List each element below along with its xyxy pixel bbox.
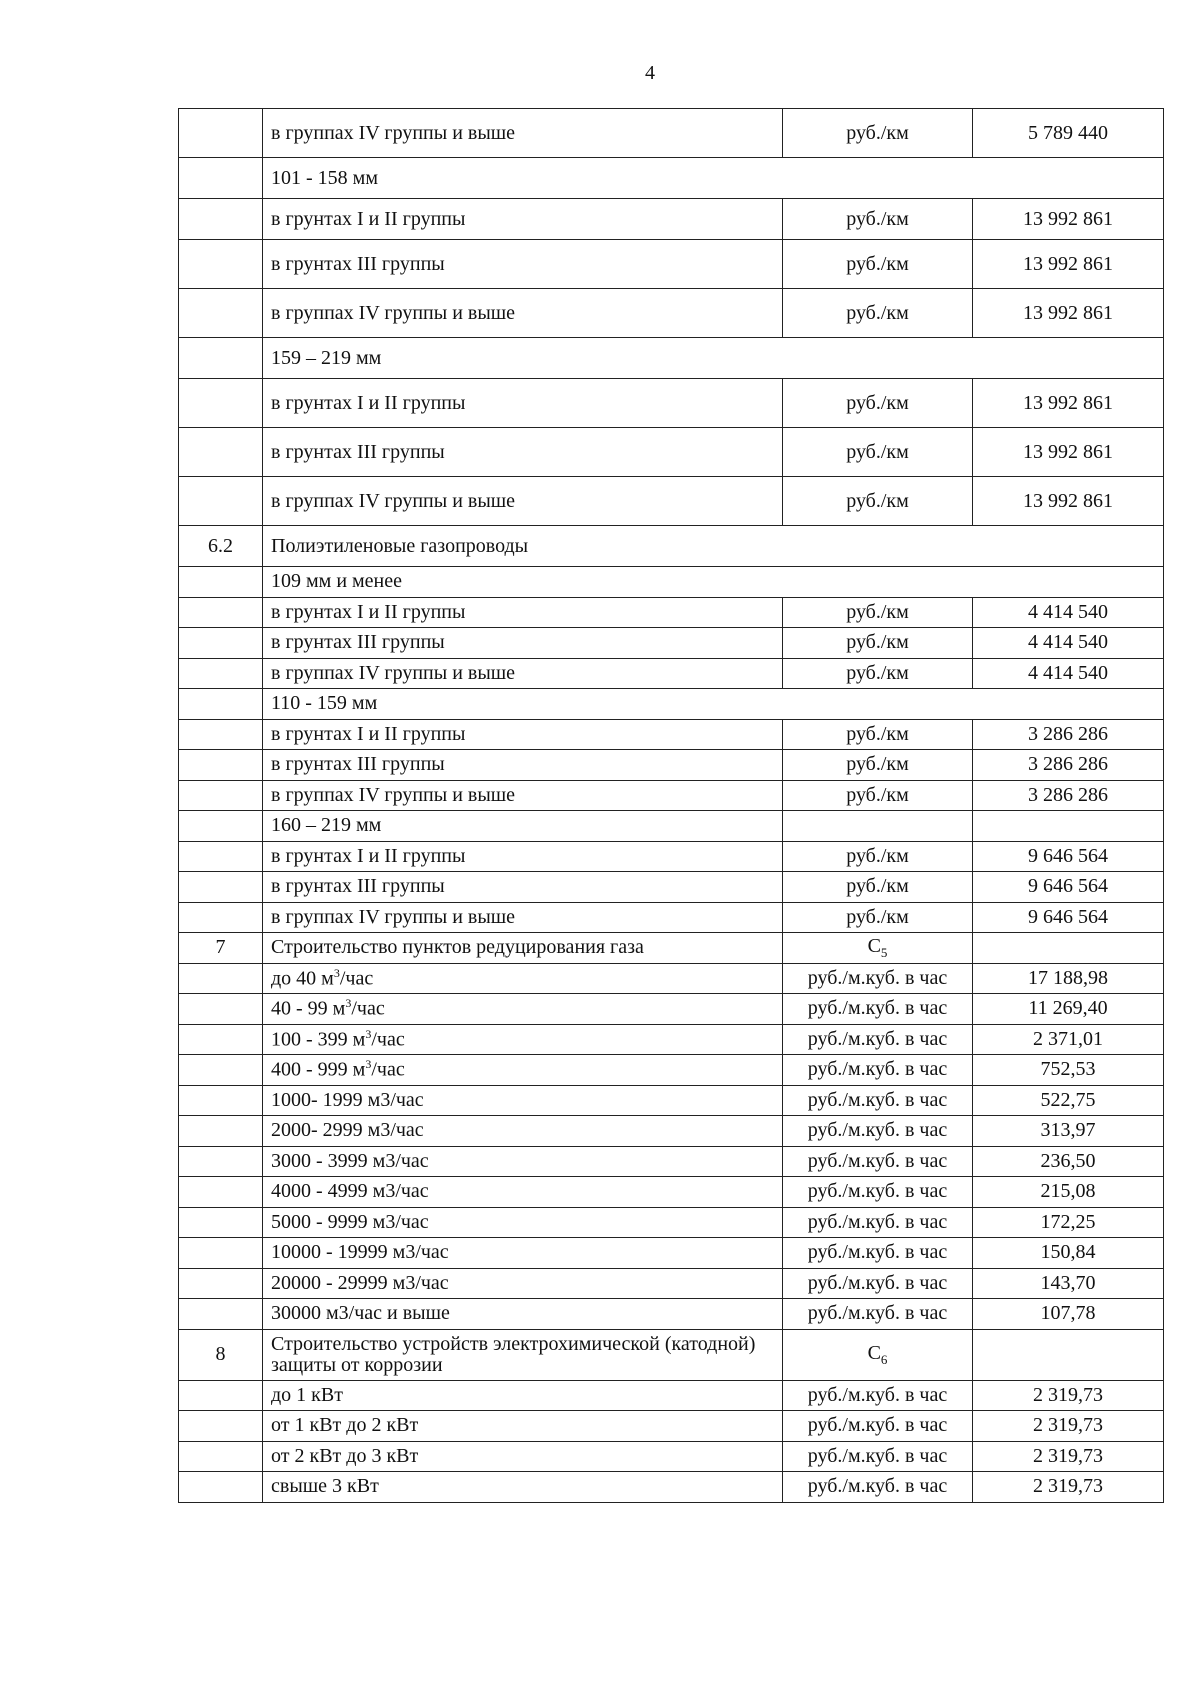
unit-cell: руб./м.куб. в час [783, 994, 973, 1025]
item-number-cell [179, 963, 263, 994]
item-label-tail: /час [351, 998, 385, 1021]
item-label-cell: в грунтах I и II группы [263, 379, 783, 428]
value-cell: 522,75 [973, 1085, 1164, 1116]
table-row [179, 1116, 1164, 1147]
item-number-cell [179, 1146, 263, 1177]
table-row [179, 994, 1164, 1025]
value-cell: 13 992 861 [973, 428, 1164, 477]
table-row [179, 1146, 1164, 1177]
item-label: 40 - 99 м [271, 998, 346, 1021]
table-row [179, 811, 1164, 842]
item-number-cell [179, 338, 263, 379]
item-label-cell [263, 963, 783, 994]
item-label-cell: от 2 кВт до 3 кВт [263, 1441, 783, 1472]
value-cell: 150,84 [973, 1238, 1164, 1269]
item-number-cell: 8 [179, 1329, 263, 1380]
item-label-cell: 3000 - 3999 м3/час [263, 1146, 783, 1177]
value-cell: 313,97 [973, 1116, 1164, 1147]
item-number-cell [179, 1177, 263, 1208]
item-number-cell [179, 477, 263, 526]
item-number-cell [179, 780, 263, 811]
value-cell: 172,25 [973, 1207, 1164, 1238]
unit-cell: руб./м.куб. в час [783, 1299, 973, 1330]
table-row [179, 750, 1164, 781]
item-number-cell [179, 1472, 263, 1503]
item-label-cell: 20000 - 29999 м3/час [263, 1268, 783, 1299]
value-cell: 4 414 540 [973, 597, 1164, 628]
unit-cell: руб./км [783, 109, 973, 158]
unit-cell: руб./км [783, 841, 973, 872]
unit-cell: руб./км [783, 628, 973, 659]
table-row [179, 658, 1164, 689]
item-number-cell [179, 1268, 263, 1299]
table-row [179, 780, 1164, 811]
table-row [179, 199, 1164, 240]
table-row [179, 338, 1164, 379]
item-label-cell: в группах IV группы и выше [263, 477, 783, 526]
item-label: 400 - 999 м [271, 1059, 366, 1082]
item-label-cell: в грунтах III группы [263, 750, 783, 781]
item-label-cell: 5000 - 9999 м3/час [263, 1207, 783, 1238]
item-label-tail: /час [371, 1028, 405, 1051]
table-row [179, 841, 1164, 872]
item-label-cell: в группах IV группы и выше [263, 289, 783, 338]
item-number-cell [179, 379, 263, 428]
item-number-cell [179, 240, 263, 289]
item-label-tail: /час [339, 967, 374, 990]
item-number-cell [179, 289, 263, 338]
unit-cell: руб./м.куб. в час [783, 1268, 973, 1299]
item-label-cell: 1000- 1999 м3/час [263, 1085, 783, 1116]
item-number-cell: 7 [179, 933, 263, 964]
table-row [179, 158, 1164, 199]
unit-cell: руб./км [783, 780, 973, 811]
superscript: 3 [365, 1026, 372, 1041]
value-cell: 13 992 861 [973, 199, 1164, 240]
value-cell: 13 992 861 [973, 289, 1164, 338]
item-label-cell: в грунтах III группы [263, 872, 783, 903]
item-label-cell: в грунтах III группы [263, 240, 783, 289]
unit-cell [783, 933, 973, 964]
table-row [179, 1268, 1164, 1299]
unit-cell: руб./м.куб. в час [783, 1472, 973, 1503]
unit-cell: руб./км [783, 658, 973, 689]
table-row [179, 597, 1164, 628]
item-number-cell [179, 750, 263, 781]
item-number-cell [179, 1299, 263, 1330]
superscript: 3 [333, 965, 340, 980]
item-number-cell [179, 199, 263, 240]
value-cell: 3 286 286 [973, 780, 1164, 811]
item-number-cell [179, 158, 263, 199]
value-cell: 143,70 [973, 1268, 1164, 1299]
table-row [179, 963, 1164, 994]
table-row [179, 872, 1164, 903]
unit-cell: руб./км [783, 477, 973, 526]
item-number-cell [179, 902, 263, 933]
unit-cell: руб./км [783, 719, 973, 750]
value-cell: 9 646 564 [973, 872, 1164, 903]
value-cell: 9 646 564 [973, 902, 1164, 933]
unit-cell: руб./м.куб. в час [783, 1441, 973, 1472]
item-number-cell [179, 1024, 263, 1055]
superscript: 3 [345, 996, 352, 1011]
item-number-cell [179, 841, 263, 872]
value-cell: 3 286 286 [973, 750, 1164, 781]
value-cell: 13 992 861 [973, 240, 1164, 289]
item-label: до 40 м [271, 967, 334, 990]
table-row [179, 109, 1164, 158]
unit-cell: руб./м.куб. в час [783, 963, 973, 994]
table-row [179, 902, 1164, 933]
coefficient-symbol: C [867, 934, 881, 957]
item-label-cell: Полиэтиленовые газопроводы [263, 526, 1164, 567]
value-cell [973, 933, 1164, 964]
table-row [179, 1441, 1164, 1472]
value-cell: 4 414 540 [973, 658, 1164, 689]
unit-cell: руб./м.куб. в час [783, 1146, 973, 1177]
table-row [179, 1299, 1164, 1330]
item-label-cell: 109 мм и менее [263, 567, 1164, 598]
item-label-cell: 2000- 2999 м3/час [263, 1116, 783, 1147]
item-label-cell: Строительство пунктов редуцирования газа [263, 933, 783, 964]
value-cell: 2 319,73 [973, 1441, 1164, 1472]
item-label-cell: 110 - 159 мм [263, 689, 1164, 720]
value-cell [973, 811, 1164, 842]
unit-cell: руб./км [783, 872, 973, 903]
table-row [179, 1411, 1164, 1442]
unit-cell: руб./м.куб. в час [783, 1380, 973, 1411]
table-row [179, 1329, 1164, 1380]
item-label-cell: до 1 кВт [263, 1380, 783, 1411]
item-label-cell: в грунтах III группы [263, 428, 783, 477]
value-cell: 4 414 540 [973, 628, 1164, 659]
item-number-cell [179, 1411, 263, 1442]
table-row [179, 1177, 1164, 1208]
item-number-cell [179, 1238, 263, 1269]
item-label-cell: в грунтах I и II группы [263, 841, 783, 872]
table-row [179, 477, 1164, 526]
tariff-table [178, 108, 1164, 1503]
item-label-cell [263, 1024, 783, 1055]
unit-cell: руб./м.куб. в час [783, 1085, 973, 1116]
value-cell: 215,08 [973, 1177, 1164, 1208]
value-cell: 9 646 564 [973, 841, 1164, 872]
unit-cell: руб./м.куб. в час [783, 1238, 973, 1269]
table-row [179, 1055, 1164, 1086]
unit-cell: руб./км [783, 750, 973, 781]
superscript: 3 [365, 1057, 372, 1072]
item-number-cell [179, 872, 263, 903]
unit-cell: руб./км [783, 240, 973, 289]
item-label-cell: от 1 кВт до 2 кВт [263, 1411, 783, 1442]
value-cell: 5 789 440 [973, 109, 1164, 158]
unit-cell: руб./м.куб. в час [783, 1411, 973, 1442]
unit-cell: руб./км [783, 199, 973, 240]
item-number-cell [179, 811, 263, 842]
table-row [179, 1380, 1164, 1411]
item-label-cell [263, 994, 783, 1025]
table-row [179, 240, 1164, 289]
item-label-cell: в группах IV группы и выше [263, 658, 783, 689]
item-number-cell [179, 1055, 263, 1086]
table-row [179, 428, 1164, 477]
unit-cell: руб./м.куб. в час [783, 1177, 973, 1208]
unit-cell: руб./км [783, 428, 973, 477]
item-number-cell [179, 994, 263, 1025]
item-label-cell: в группах IV группы и выше [263, 780, 783, 811]
item-label-cell: 4000 - 4999 м3/час [263, 1177, 783, 1208]
value-cell: 17 188,98 [973, 963, 1164, 994]
value-cell: 11 269,40 [973, 994, 1164, 1025]
item-label-cell: в грунтах I и II группы [263, 199, 783, 240]
table-row [179, 628, 1164, 659]
unit-cell: руб./км [783, 379, 973, 428]
item-number-cell [179, 567, 263, 598]
value-cell: 107,78 [973, 1299, 1164, 1330]
table-row [179, 1024, 1164, 1055]
item-label-cell: 160 – 219 мм [263, 811, 783, 842]
item-number-cell [179, 1116, 263, 1147]
page-number: 4 [645, 62, 655, 84]
table-row [179, 1207, 1164, 1238]
item-label: 100 - 399 м [271, 1028, 366, 1051]
item-label-cell: в грунтах I и II группы [263, 719, 783, 750]
item-label-cell: в грунтах I и II группы [263, 597, 783, 628]
table-row [179, 719, 1164, 750]
item-number-cell [179, 1441, 263, 1472]
item-label-cell: в группах IV группы и выше [263, 109, 783, 158]
table-row [179, 526, 1164, 567]
unit-cell: руб./км [783, 289, 973, 338]
unit-cell: руб./м.куб. в час [783, 1055, 973, 1086]
table-row [179, 289, 1164, 338]
coefficient-symbol: C [867, 1341, 881, 1364]
unit-cell: руб./км [783, 597, 973, 628]
item-number-cell [179, 628, 263, 659]
unit-cell: руб./м.куб. в час [783, 1024, 973, 1055]
item-number-cell: 6.2 [179, 526, 263, 567]
value-cell: 2 319,73 [973, 1380, 1164, 1411]
unit-cell [783, 1329, 973, 1380]
tariff-table-body [179, 109, 1164, 1503]
item-number-cell [179, 428, 263, 477]
table-row [179, 1085, 1164, 1116]
item-label-cell: 159 – 219 мм [263, 338, 1164, 379]
value-cell: 13 992 861 [973, 379, 1164, 428]
item-label-cell: в группах IV группы и выше [263, 902, 783, 933]
item-label-cell: 30000 м3/час и выше [263, 1299, 783, 1330]
unit-cell [783, 811, 973, 842]
item-number-cell [179, 719, 263, 750]
item-number-cell [179, 689, 263, 720]
item-label-cell: Строительство устройств электрохимической (катодной) защиты от коррозии [263, 1329, 783, 1380]
value-cell [973, 1329, 1164, 1380]
unit-cell: руб./м.куб. в час [783, 1207, 973, 1238]
item-number-cell [179, 597, 263, 628]
item-number-cell [179, 1085, 263, 1116]
table-row [179, 933, 1164, 964]
value-cell: 2 319,73 [973, 1411, 1164, 1442]
item-label-cell: в грунтах III группы [263, 628, 783, 659]
item-label-cell: 101 - 158 мм [263, 158, 1164, 199]
item-label-cell: 10000 - 19999 м3/час [263, 1238, 783, 1269]
table-row [179, 1238, 1164, 1269]
table-row [179, 689, 1164, 720]
subscript: 5 [880, 944, 888, 960]
table-row [179, 1472, 1164, 1503]
table-row [179, 379, 1164, 428]
item-number-cell [179, 1207, 263, 1238]
value-cell: 3 286 286 [973, 719, 1164, 750]
item-number-cell [179, 658, 263, 689]
item-label-tail: /час [371, 1059, 405, 1082]
unit-cell: руб./м.куб. в час [783, 1116, 973, 1147]
item-number-cell [179, 109, 263, 158]
unit-cell: руб./км [783, 902, 973, 933]
value-cell: 752,53 [973, 1055, 1164, 1086]
table-row [179, 567, 1164, 598]
item-label-cell: свыше 3 кВт [263, 1472, 783, 1503]
item-number-cell [179, 1380, 263, 1411]
value-cell: 2 371,01 [973, 1024, 1164, 1055]
value-cell: 236,50 [973, 1146, 1164, 1177]
value-cell: 2 319,73 [973, 1472, 1164, 1503]
value-cell: 13 992 861 [973, 477, 1164, 526]
subscript: 6 [880, 1351, 888, 1367]
item-label-cell [263, 1055, 783, 1086]
